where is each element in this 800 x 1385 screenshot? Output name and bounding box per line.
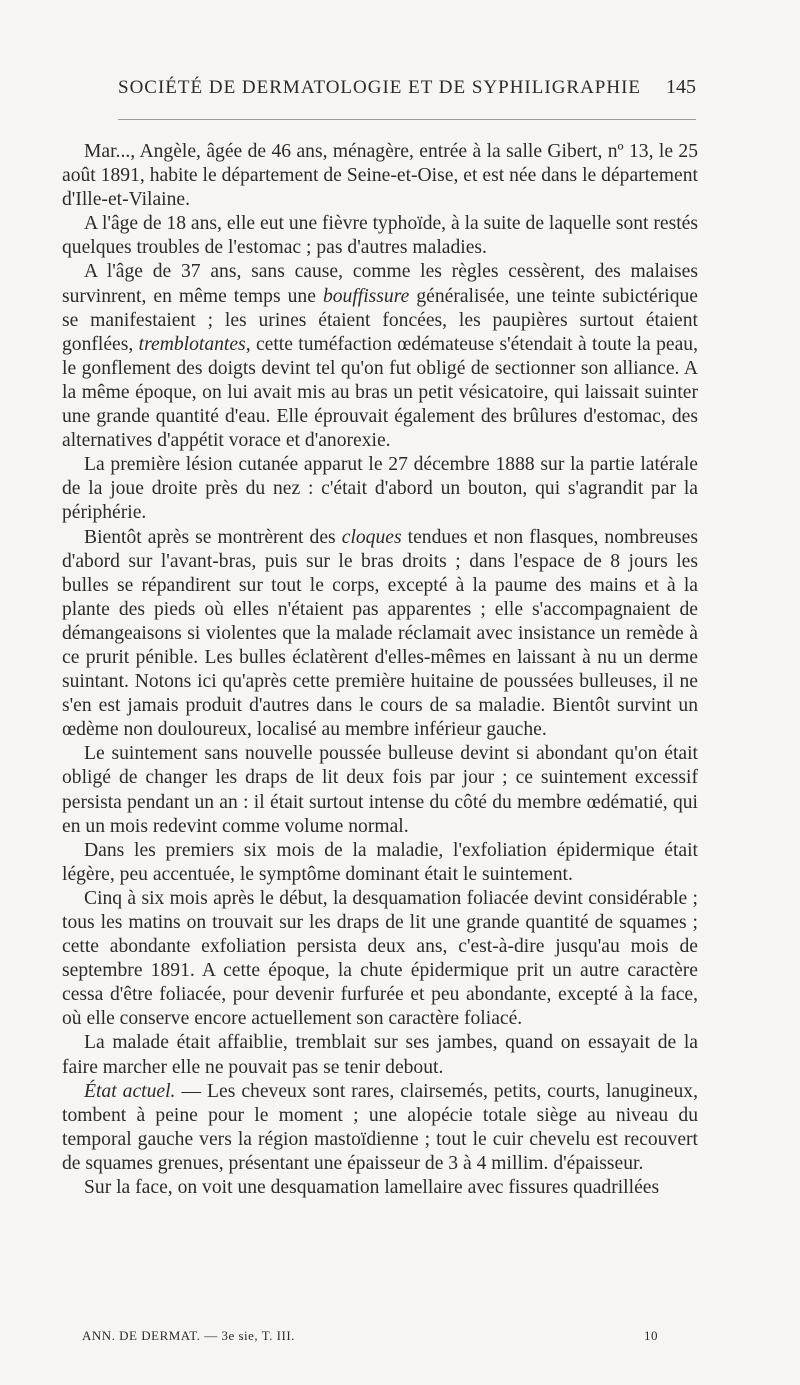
- italic-term: bouffissure: [322, 285, 410, 307]
- footer-citation: ANN. DE DERMAT. — 3e sie, T. III.: [82, 1328, 295, 1343]
- paragraph: Mar..., Angèle, âgée de 46 ans, ménagère, entrée à la salle Gibert, nº 13, le 25 août 1891, habite le département de Seine-et-Oise, et est née dans le département d'Ille-et-Vilaine.: [62, 141, 698, 211]
- header-rule: [118, 119, 696, 120]
- paragraph: La première lésion cutanée apparut le 27 décembre 1888 sur la partie latérale de la joue droite près du nez : c'était d'abord un bouton, qui s'agrandit par la périphérie.: [62, 454, 698, 524]
- footer-signature-mark: 10: [644, 1328, 658, 1343]
- italic-term: État actuel.: [84, 1080, 176, 1102]
- body-text: [62, 140, 698, 1200]
- paragraph: Bientôt après se montrèrent des cloques tendues et non flasques, nombreuses d'abord sur l'avant-bras, puis sur le bras droits ; dans l'espace de 8 jours les bulles se répandirent sur tout le corps, excepté à la paume des mains et à la plante des pieds où elles n'étaient pas apparentes ; elle s'accompagnaient de démangeaisons si violentes que la malade réclamait avec insistance un remède à ce prurit pénible. Les bulles éclatèrent d'elles-mêmes en laissant à nu un derme suintant. Notons ici qu'après cette première huitaine de poussées bulleuses, il ne s'en est jamais produit d'autres dans le cours de sa maladie. Bientôt survint un œdème non douloureux, localisé au membre inférieur gauche.: [62, 526, 698, 741]
- italic-term: tremblotantes: [138, 333, 246, 355]
- paragraph: Dans les premiers six mois de la maladie, l'exfoliation épidermique était légère, peu accentuée, le symptôme dominant était le suintement.: [62, 839, 698, 885]
- paragraph: A l'âge de 18 ans, elle eut une fièvre typhoïde, à la suite de laquelle sont restés quelques troubles de l'estomac ; pas d'autres maladies.: [62, 213, 698, 259]
- paragraph: État actuel. — Les cheveux sont rares, clairsemés, petits, courts, lanugineux, tombent à peine pour le moment ; une alopécie totale siège au niveau du temporal gauche vers la région mastoïdienne ; tout le cuir chevelu est recouvert de squames grenues, présentant une épaisseur de 3 à 4 millim. d'épaisseur.: [62, 1080, 698, 1174]
- paragraph: A l'âge de 37 ans, sans cause, comme les règles cessèrent, des malaises survinrent, en même temps une bouffissure généralisée, une teinte subictérique se manifestaient ; les urines étaient foncées, les paupières surtout étaient gonflées, tremblotantes, cette tuméfaction œdémateuse s'étendait à toute la peau, le gonflement des doigts devint tel qu'on fut obligé de sectionner son alliance. A la même époque, on lui avait mis au bras un petit vésicatoire, qui laissait suinter une grande quantité d'eau. Elle éprouvait également des brûlures d'estomac, des alternatives d'appétit vorace et d'anorexie.: [62, 261, 698, 452]
- page-header: [118, 76, 696, 99]
- page-footer: [82, 1328, 658, 1344]
- paragraph: Le suintement sans nouvelle poussée bulleuse devint si abondant qu'on était obligé de changer les draps de lit deux fois par jour ; ce suintement excessif persista pendant un an : il était surtout intense du côté du membre œdématié, qui en un mois redevint comme volume normal.: [62, 743, 698, 837]
- italic-term: cloques: [341, 526, 402, 548]
- paragraph: Cinq à six mois après le début, la desquamation foliacée devint considérable ; tous les matins on trouvait sur les draps de lit une grande quantité de squames ; cette abondante exfoliation persista deux ans, c'est-à-dire jusqu'au mois de septembre 1891. A cette époque, la chute épidermique prit un autre caractère cessa d'être foliacée, pour devenir furfurée et peu abondante, excepté à la face, où elle conserve encore actuellement son caractère foliacé.: [62, 887, 698, 1030]
- running-title: SOCIÉTÉ DE DERMATOLOGIE ET DE SYPHILIGRAPHIE: [118, 77, 642, 98]
- paragraph: La malade était affaiblie, tremblait sur ses jambes, quand on essayait de la faire marcher elle ne pouvait pas se tenir debout.: [62, 1032, 698, 1078]
- page-number: 145: [666, 76, 696, 98]
- paragraph: Sur la face, on voit une desquamation lamellaire avec fissures quadrillées: [84, 1177, 660, 1199]
